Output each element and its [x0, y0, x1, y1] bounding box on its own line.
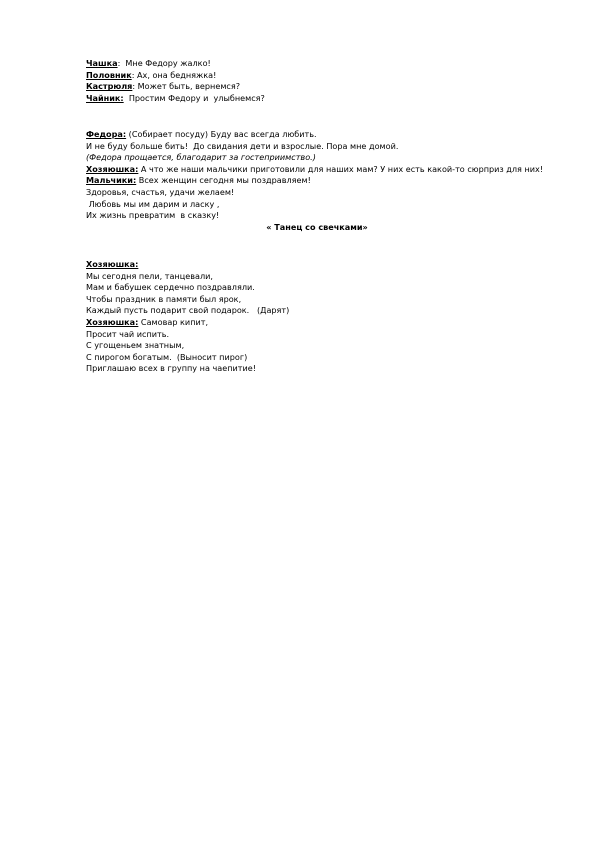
verse-line: Каждый пусть подарит свой подарок. (Дарят)	[86, 305, 290, 316]
line-text: Всех женщин сегодня мы поздравляем!	[136, 175, 311, 186]
verse-line: Их жизнь превратим в сказку!	[86, 210, 220, 221]
verse-line: Здоровья, счастья, удачи желаем!	[86, 186, 235, 197]
verse-line: С угощеньем знатным,	[86, 340, 185, 351]
stage-direction: (Федора прощается, благодарит за гостеприимство.)	[86, 152, 316, 163]
speaker-name: Половник	[86, 69, 132, 80]
dialogue-line	[86, 129, 548, 141]
verse-line: Приглашаю всех в группу на чаепитие!	[86, 363, 256, 374]
dialogue-block-finale	[86, 259, 548, 375]
dialogue-line	[86, 175, 548, 187]
verse-line: С пирогом богатым. (Выносит пирог)	[86, 351, 248, 362]
speaker-name: Кастрюля	[86, 81, 133, 92]
speaker-name: Чайник:	[86, 92, 124, 103]
verse-line: Мам и бабушек сердечно поздравляли.	[86, 282, 255, 293]
verse-line: Любовь мы им дарим и ласку ,	[86, 198, 220, 209]
line-text: : Ах, она бедняжка!	[131, 69, 217, 80]
dialogue-block-farewell	[86, 129, 548, 233]
dialogue-line	[86, 70, 548, 82]
line-text: : Мне Федору жалко!	[117, 58, 211, 68]
dialogue-line	[86, 58, 548, 70]
speaker-name: Хозяюшка:	[86, 316, 139, 327]
speaker-name: Хозяюшка:	[86, 163, 139, 174]
speaker-name: Чашка	[86, 58, 118, 68]
line-text: : Может быть, вернемся?	[132, 81, 241, 92]
dialogue-line	[86, 164, 548, 176]
line-text: (Собирает посуду) Буду вас всегда любить.	[126, 129, 317, 139]
speaker-heading: Хозяюшка:	[86, 259, 139, 269]
dialogue-line	[86, 93, 548, 105]
dialogue-line	[86, 317, 548, 329]
verse-line: Мы сегодня пели, танцевали,	[86, 270, 213, 281]
speaker-name: Мальчики:	[86, 175, 137, 186]
line-text: А что же наши мальчики приготовили для наших мам? У них есть какой-то сюрприз для них!	[138, 163, 544, 174]
speaker-name: Федора:	[86, 129, 127, 139]
verse-line: Чтобы праздник в памяти был ярок,	[86, 293, 242, 304]
dialogue-line	[86, 81, 548, 93]
dialogue-block-dishes	[86, 58, 548, 104]
dance-title: « Танец со свечками»	[266, 221, 368, 232]
line-text: Простим Федору и улыбнемся?	[123, 92, 265, 103]
verse-line: Просит чай испить.	[86, 328, 170, 339]
line-text: Самовар кипит,	[138, 316, 209, 327]
dialogue-line: И не буду больше бить! До свидания дети и взрослые. Пора мне домой.	[86, 140, 399, 151]
